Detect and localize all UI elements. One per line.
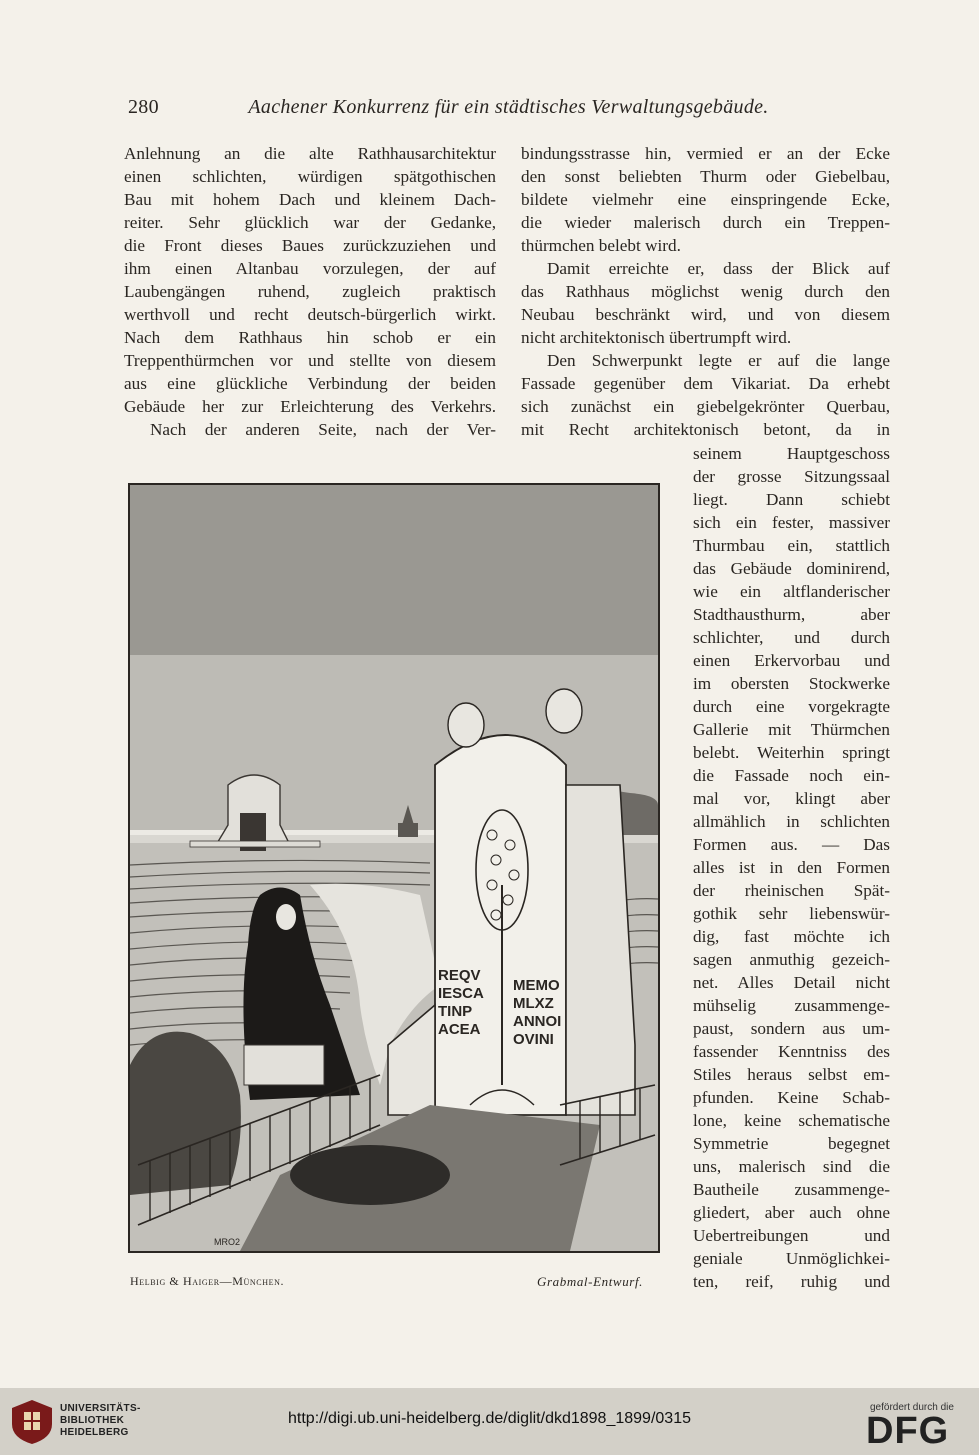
text-line: thürmchen belebt wird. <box>521 236 681 255</box>
text-line: einen Erkervorbau und <box>693 651 890 670</box>
text-line: das Gebäude dominirend, <box>693 559 890 578</box>
text-line: pfunden. Keine Schab- <box>693 1088 890 1107</box>
text-line: Bau mit hohem Dach und kleinem Dach- <box>124 190 496 209</box>
text-line: Den Schwerpunkt legte er auf die lange <box>547 351 890 370</box>
artist-monogram: MRO2 <box>214 1237 241 1247</box>
text-line: mit Recht architektonisch betont, da in <box>521 420 890 439</box>
footer-bar <box>0 1388 979 1455</box>
text-line: gliedert, aber auch ohne <box>693 1203 890 1222</box>
text-line: seinem Hauptgeschoss <box>693 444 890 463</box>
text-line: werthvoll und recht deutsch-bürgerlich wirkt. <box>124 305 496 324</box>
text-line: Treppenthürmchen vor und stellte von diesem <box>124 351 496 370</box>
running-title: Aachener Konkurrenz für ein städtisches Verwaltungsgebäude. <box>248 96 769 118</box>
text-line: Symmetrie begegnet <box>693 1134 890 1153</box>
text-column-right-narrow <box>693 442 890 1293</box>
text-line: ten, reif, ruhig und <box>693 1272 890 1291</box>
text-line: geniale Unmöglichkei- <box>693 1249 890 1268</box>
text-line: net. Alles Detail nicht <box>693 973 890 992</box>
text-line: im obersten Stockwerke <box>693 674 890 693</box>
text-line: die wieder malerisch durch ein Treppen- <box>521 213 890 232</box>
sponsor-note: gefördert durch die <box>870 1402 954 1413</box>
text-line: ihm einen Altanbau vorzulegen, der auf <box>124 259 496 278</box>
inscription-right-line-3: ANNOI <box>513 1013 562 1030</box>
text-line: Stadthausthurm, aber <box>693 605 890 624</box>
text-line: Formen aus. — Das <box>693 835 890 854</box>
text-line: reiter. Sehr glücklich war der Gedanke, <box>124 213 496 232</box>
text-line: Stiles heraus selbst em- <box>693 1065 890 1084</box>
text-line: Anlehnung an die alte Rathhausarchitektur <box>124 144 496 163</box>
text-line: paust, sondern aus um- <box>693 1019 890 1038</box>
inscription-left-line-1: REQV <box>438 967 481 984</box>
text-line: Gallerie mit Thürmchen <box>693 720 890 739</box>
text-line: schlichter, und durch <box>693 628 890 647</box>
text-line: bindungsstrasse hin, vermied er an der Ecke <box>521 144 890 163</box>
text-line: das Rathhaus möglichst wenig durch den <box>521 282 890 301</box>
inscription-left-line-4: ACEA <box>438 1021 481 1038</box>
text-line: fassender Kenntniss des <box>693 1042 890 1061</box>
text-line: lone, keine schematische <box>693 1111 890 1130</box>
institution-line-2: BIBLIOTHEK <box>60 1415 125 1426</box>
text-line: durch eine vorgekragte <box>693 697 890 716</box>
page-number: 280 <box>128 96 159 118</box>
text-line: allmählich in schlichten <box>693 812 890 831</box>
text-line: bildete vielmehr eine einspringende Ecke, <box>521 190 890 209</box>
text-line: Thurmbau ein, stattlich <box>693 536 890 555</box>
inscription-left-line-2: IESCA <box>438 985 484 1002</box>
institution-line-1: UNIVERSITÄTS- <box>60 1403 141 1414</box>
text-line: wie ein altflanderischer <box>693 582 890 601</box>
text-column-left <box>124 142 496 441</box>
text-line: Fassade gegenüber dem Vikariat. Da erhebt <box>521 374 890 393</box>
text-line: gothik sehr liebenswür- <box>693 904 890 923</box>
text-line: Nach der anderen Seite, nach der Ver- <box>150 420 496 439</box>
tomb-drawing <box>130 485 658 1251</box>
text-line: sich zunächst ein giebelgekrönter Querbau, <box>521 397 890 416</box>
text-line: die Fassade noch ein- <box>693 766 890 785</box>
text-line: der grosse Sitzungssaal <box>693 467 890 486</box>
permalink-url[interactable]: http://digi.ub.uni-heidelberg.de/diglit/dkd1898_1899/0315 <box>288 1410 691 1427</box>
text-column-right-top <box>521 142 890 441</box>
text-line: liegt. Dann schiebt <box>693 490 890 509</box>
text-line: mühselig zusammenge- <box>693 996 890 1015</box>
text-line: Neubau beschränkt wird, und von diesem <box>521 305 890 324</box>
text-line: nicht architektonisch übertrumpft wird. <box>521 328 792 347</box>
text-line: dig, fast möchte ich <box>693 927 890 946</box>
inscription-right-line-1: MEMO <box>513 977 560 994</box>
text-line: Nach dem Rathhaus hin schob er ein <box>124 328 496 347</box>
text-line: Laubengängen ruhend, zugleich praktisch <box>124 282 496 301</box>
text-line: aus eine glückliche Verbindung der beiden <box>124 374 496 393</box>
illustration-tomb-design <box>128 483 660 1253</box>
text-line: mal vor, klingt aber <box>693 789 890 808</box>
text-line: sich ein fester, massiver <box>693 513 890 532</box>
text-line: Gebäude her zur Erleichterung des Verkehrs. <box>124 397 496 416</box>
inscription-left-line-3: TINP <box>438 1003 473 1020</box>
inscription-right-line-2: MLXZ <box>513 995 554 1012</box>
text-line: der rheinischen Spät- <box>693 881 890 900</box>
institution-line-3: HEIDELBERG <box>60 1427 129 1438</box>
dfg-logo: DFG <box>866 1410 950 1452</box>
text-line: belebt. Weiterhin springt <box>693 743 890 762</box>
text-line: Damit erreichte er, dass der Blick auf <box>547 259 890 278</box>
text-line: den sonst beliebten Thurm oder Giebelbau, <box>521 167 890 186</box>
text-line: sagen anmuthig gezeich- <box>693 950 890 969</box>
text-line: alles ist in den Formen <box>693 858 890 877</box>
caption-title: Grabmal-Entwurf. <box>537 1274 644 1289</box>
text-line: uns, malerisch sind die <box>693 1157 890 1176</box>
inscription-right-line-4: OVINI <box>513 1031 554 1048</box>
running-header <box>128 96 889 120</box>
text-line: einen schlichten, würdigen spätgothischen <box>124 167 496 186</box>
caption-artist: Helbig & Haiger—München. <box>130 1274 285 1288</box>
text-line: die Front dieses Baues zurückzuziehen und <box>124 236 496 255</box>
text-line: Bautheile zusammenge- <box>693 1180 890 1199</box>
text-line: Uebertreibungen und <box>693 1226 890 1245</box>
